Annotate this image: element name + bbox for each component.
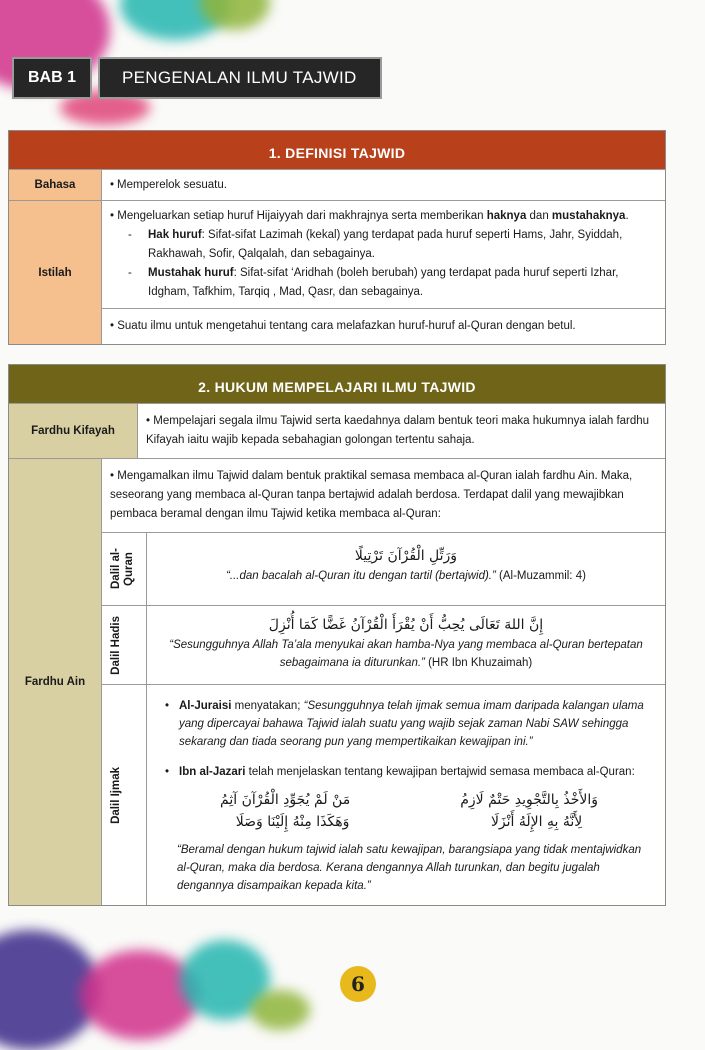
dalil-quran-row [102, 532, 665, 605]
dalil-ijmak-row [102, 684, 665, 905]
kifayah-text: Mempelajari segala ilmu Tajwid serta kaedahnya dalam bentuk teori maka hukumnya ialah fardhu Kifayah iaitu wajib kepada sebahagian golongan tertentu sahaja. [146, 415, 650, 446]
dalil-quran-translation: “...dan bacalah al-Quran itu dengan tartil (bertajwid).” [226, 570, 496, 582]
dalil-hadis-arabic: إِنَّ اللهَ تَعَالَى يُحِبُّ أَنْ يُقْرَأَ الْقُرْآنُ غَضًّا كَمَا أُنْزِلَ [268, 617, 544, 633]
section-definisi-tajwid [8, 130, 666, 345]
poem-translation: “Beramal dengan hukum tajwid ialah satu kewajipan, barangsiapa yang tidak mentajwidkan al-Quran, maka dia berdosa. Kerana dengannya Allah turunkan, dan begitu jugalah dengannya disampaikan kepada kita.” [177, 844, 642, 892]
row-label: Bahasa [9, 170, 102, 200]
hak-huruf-term: Hak huruf [148, 229, 202, 241]
dalil-quran-arabic: وَرَتِّلِ الْقُرْآنَ تَرْتِيلًا [354, 548, 458, 564]
istilah-definition-2: • Suatu ilmu untuk mengetahui tentang cara melafazkan huruf-huruf al-Quran dengan betul. [102, 308, 665, 344]
row-label: Fardhu Ain [9, 459, 102, 905]
ijmak-point-2: • Ibn al-Jazari telah menjelaskan tentang kewajipan bertajwid semasa membaca al-Quran: [165, 766, 635, 778]
section-title: 2. HUKUM MEMPELAJARI ILMU TAJWID [9, 365, 665, 403]
poem-line-2: لِأَنَّهُ بِهِ الإِلَهُ أَنْزَلَا وَهَكَذَا مِنْهُ إِلَيْنَا وَصَلَا [235, 814, 583, 830]
paint-splash-decoration [250, 990, 310, 1030]
dalil-quran-label: Dalil al-Quran [110, 548, 135, 590]
dalil-hadis-row [102, 605, 665, 684]
row-bahasa: Bahasa • Memperelok sesuatu. [9, 169, 665, 200]
poem-line-1: وَالأَخْذُ بِالتَّجْوِيدِ حَتْمٌ لَازِمُ مَنْ لَمْ يُجَوِّدِ الْقُرْآنَ آثِمُ [220, 792, 598, 808]
section-hukum-tajwid [8, 364, 666, 906]
chapter-header [12, 58, 382, 98]
row-fardhu-ain [9, 458, 665, 905]
dalil-ijmak-label: Dalil Ijmak [110, 766, 122, 824]
paint-splash-decoration [80, 950, 200, 1040]
ijmak-point-1: • Al-Juraisi menyatakan; “Sesungguhnya telah ijmak semua imam daripada kalangan ulama yang dipercayai bahawa Tajwid ialah suatu yang wajib sejak zaman Nabi SAW sehingga sekarang dan tiada seorang pun yang mempertikaikan kewajipan ini.” [165, 700, 644, 748]
dalil-hadis-reference: (HR Ibn Khuzaimah) [424, 657, 533, 669]
dalil-hadis-label: Dalil Hadis [110, 615, 122, 675]
chapter-title: PENGENALAN ILMU TAJWID [98, 57, 382, 99]
section-title: 1. DEFINISI TAJWID [9, 131, 665, 169]
chapter-number: BAB 1 [12, 57, 92, 99]
dalil-hadis-translation: “Sesungguhnya Allah Ta’ala menyukai akan hamba-Nya yang membaca al-Quran bertepatan sebagaimana ia diturunkan.” [169, 639, 643, 669]
row-label: Istilah [9, 201, 102, 344]
row-fardhu-kifayah: Fardhu Kifayah • Mempelajari segala ilmu Tajwid serta kaedahnya dalam bentuk teori maka hukumnya ialah fardhu Kifayah iaitu wajib kepada sebahagian golongan tertentu sahaja. [9, 403, 665, 458]
bahasa-text: Memperelok sesuatu. [117, 178, 227, 191]
ain-intro: • Mengamalkan ilmu Tajwid dalam bentuk praktikal semasa membaca al-Quran ialah fardhu Ain. Maka, seseorang yang membaca al-Quran tanpa bertajwid adalah berdosa. Terdapat dalil yang mewajibkan pembaca beramal dengan ilmu Tajwid ketika membaca al-Quran: [110, 470, 633, 520]
istilah-definition-1: • Mengeluarkan setiap huruf Hijaiyyah dari makhrajnya serta memberikan haknya dan mustahaknya. - Hak huruf: Sifat-sifat Lazimah (kekal) yang terdapat pada huruf seperti Hams, Jahr, Syiddah, Rakhawah, Sofir, Qalqalah, dan sebagainya. - Mustahak huruf: Sifat-sifat ‘Aridhah (boleh berubah) yang terdapat pada huruf seperti Izhar, Idgham, Tafkhim, Tarqiq , Mad, Qasr, dan sebagainya. [110, 210, 629, 298]
row-label: Fardhu Kifayah [9, 404, 138, 458]
row-istilah [9, 200, 665, 344]
dalil-quran-reference: (Al-Muzammil: 4) [495, 570, 586, 582]
mustahak-huruf-term: Mustahak huruf [148, 267, 234, 279]
page-number: 6 [340, 966, 376, 1002]
